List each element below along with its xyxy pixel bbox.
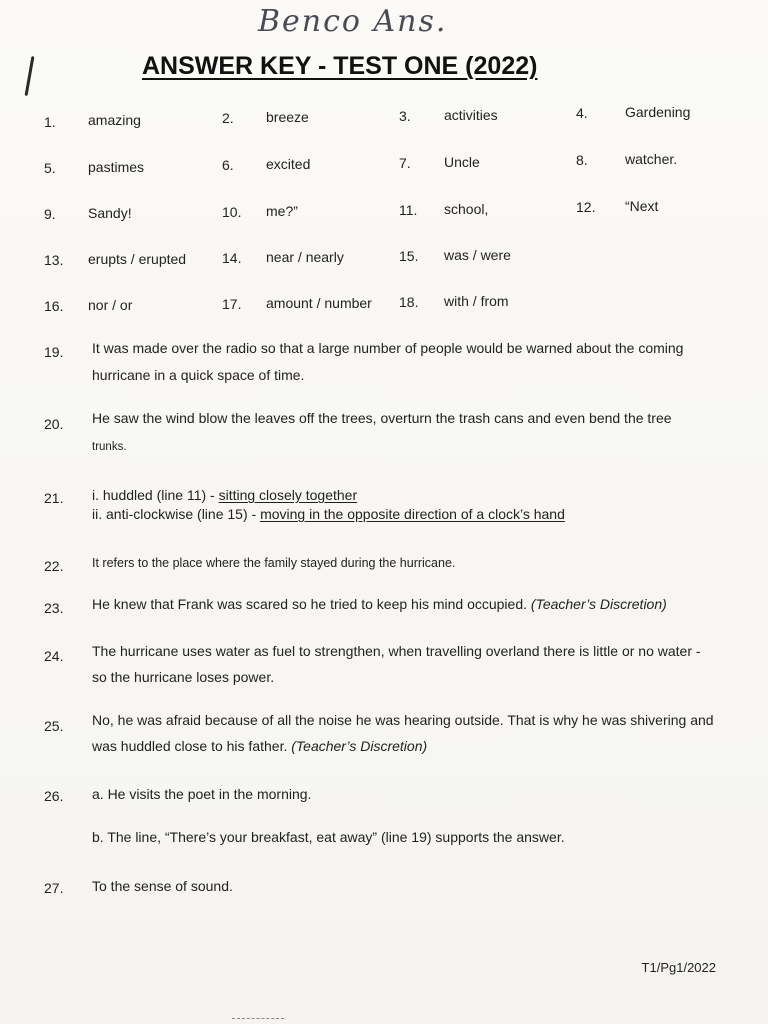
question-number: 6. (222, 157, 234, 173)
term-label: i. huddled (line 11) - (92, 487, 219, 503)
answer-text: was huddled close to his father. (92, 738, 292, 754)
page-footer-code: T1/Pg1/2022 (641, 960, 716, 975)
question-number: 12. (576, 199, 596, 215)
answer-text: Gardening (625, 104, 691, 120)
answer-line: hurricane in a quick space of time. (92, 367, 305, 383)
answer-text: Sandy! (88, 205, 132, 221)
answer-line (92, 596, 667, 612)
answer-text: near / nearly (266, 249, 344, 265)
question-number: 3. (399, 108, 411, 124)
answer-text: He knew that Frank was scared so he tried to keep his mind occupied. (92, 596, 531, 612)
question-number: 23. (44, 600, 64, 616)
question-number: 8. (576, 152, 588, 168)
answer-text: Uncle (444, 154, 480, 170)
answer-text: was / were (444, 247, 511, 263)
definition-line-i (92, 487, 357, 503)
question-number: 22. (44, 558, 64, 574)
definition-line-ii (92, 506, 565, 522)
answer-line: trunks. (92, 441, 127, 453)
answer-line: He saw the wind blow the leaves off the trees, overturn the trash cans and even bend the tree (92, 410, 672, 426)
question-number: 26. (44, 788, 64, 804)
answer-text: “Next (625, 198, 659, 214)
question-number: 4. (576, 105, 588, 121)
question-number: 24. (44, 648, 64, 664)
question-number: 15. (399, 248, 419, 264)
question-number: 16. (44, 298, 64, 314)
question-number: 13. (44, 252, 64, 268)
page-title: ANSWER KEY - TEST ONE (2022) (142, 52, 538, 80)
answer-line: It was made over the radio so that a large number of people would be warned about the coming (92, 340, 684, 356)
question-number: 19. (44, 344, 64, 360)
answer-text: activities (444, 107, 498, 123)
answer-line: No, he was afraid because of all the noise he was hearing outside. That is why he was shivering and (92, 712, 714, 728)
question-number: 25. (44, 718, 64, 734)
answer-text: nor / or (88, 297, 133, 313)
answer-text: watcher. (625, 151, 678, 167)
question-number: 11. (399, 202, 418, 218)
answer-text: excited (266, 156, 311, 172)
teacher-note: (Teacher’s Discretion) (291, 738, 428, 754)
answer-text: school, (444, 201, 489, 217)
question-number: 20. (44, 416, 64, 432)
question-number: 5. (44, 160, 56, 176)
handwritten-note: Benco Ans. (258, 4, 448, 39)
question-number: 27. (44, 880, 64, 896)
answer-line: To the sense of sound. (92, 878, 233, 894)
answer-line: It refers to the place where the family stayed during the hurricane. (92, 556, 456, 570)
question-number: 7. (399, 155, 411, 171)
answer-text: amount / number (266, 295, 372, 311)
question-number: 14. (222, 250, 242, 266)
answer-line: The hurricane uses water as fuel to strengthen, when travelling overland there is little or no water - (92, 643, 701, 659)
answer-line: b. The line, “There’s your breakfast, eat away” (line 19) supports the answer. (92, 829, 565, 845)
term-label: ii. anti-clockwise (line 15) - (92, 506, 261, 522)
question-number: 10. (222, 204, 242, 220)
answer-text: with / from (444, 293, 509, 309)
answer-text: amazing (88, 112, 141, 128)
question-number: 9. (44, 206, 56, 222)
term-definition: moving in the opposite direction of a clock’s hand (260, 506, 565, 522)
question-number: 21. (44, 490, 64, 506)
margin-pen-mark (25, 56, 35, 96)
answer-text: breeze (266, 109, 309, 125)
answer-line (92, 738, 427, 754)
answer-text: me?” (266, 203, 298, 219)
scan-mark (232, 1018, 284, 1020)
answer-text: pastimes (88, 159, 145, 175)
question-number: 1. (44, 114, 56, 130)
term-definition: sitting closely together (218, 487, 358, 503)
question-number: 2. (222, 110, 234, 126)
answer-line: a. He visits the poet in the morning. (92, 786, 312, 802)
question-number: 18. (399, 294, 419, 310)
answer-text: erupts / erupted (88, 251, 187, 267)
question-number: 17. (222, 296, 242, 312)
teacher-note: (Teacher’s Discretion) (530, 596, 667, 612)
answer-line: so the hurricane loses power. (92, 669, 275, 685)
